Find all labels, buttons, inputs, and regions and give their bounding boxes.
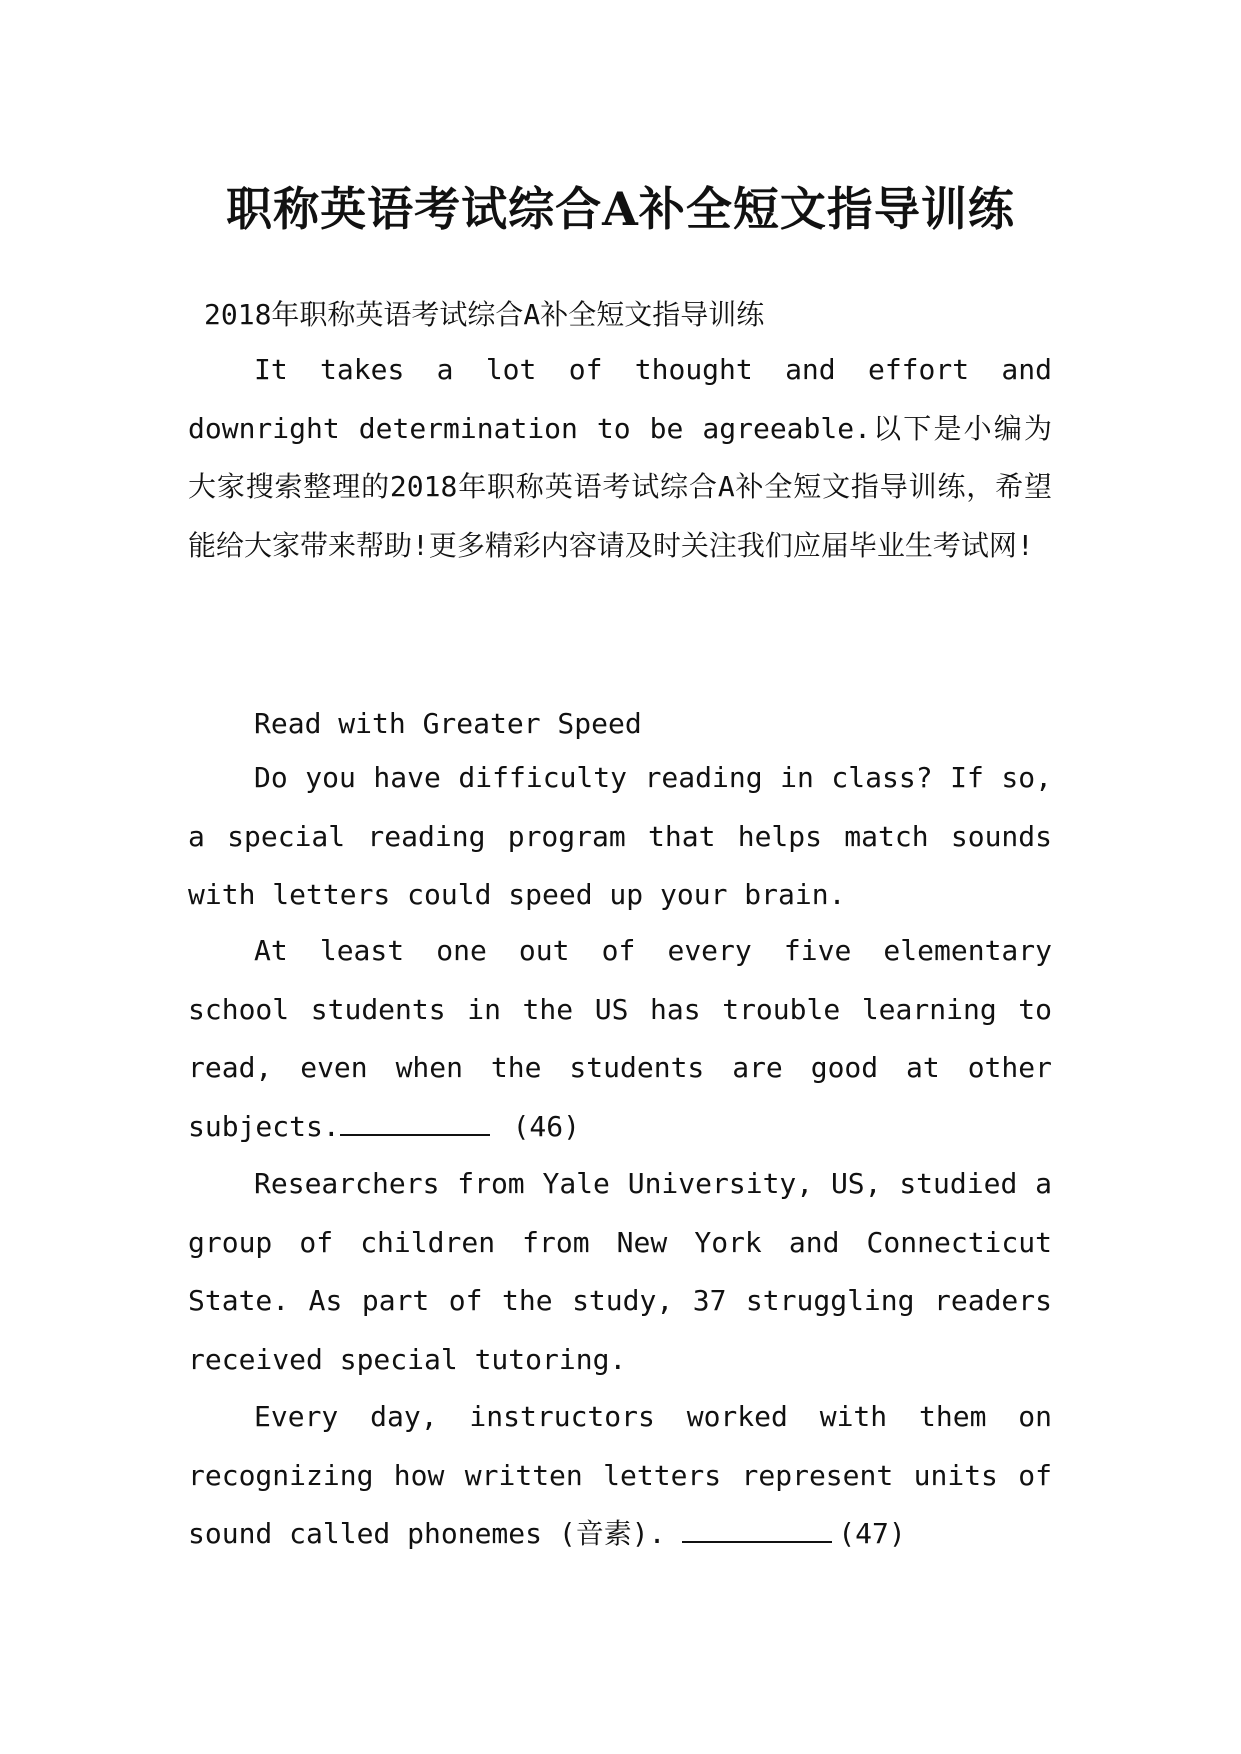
paragraph-2-text: At least one out of every five elementary school students in the US has trouble learning to read, even when the students are good at other subjects. bbox=[188, 934, 1052, 1143]
paragraph-3: Researchers from Yale University, US, studied a group of children from New York and Connecticut State. As part of the study, 37 struggling readers received special tutoring. bbox=[188, 1167, 1052, 1376]
intro-paragraph: It takes a lot of thought and effort and downright determination to be agreeable.以下是小编为大家搜索整理的2018年职称英语考试综合A补全短文指导训练，希望能给大家带来帮助!更多精彩内容请及时关注我们应届毕业生考试网! bbox=[188, 353, 1052, 562]
answer-blank-47 bbox=[682, 1515, 832, 1543]
answer-blank-46 bbox=[340, 1108, 490, 1136]
paragraph-1: Do you have difficulty reading in class? If so, a special reading program that helps match sounds with letters could speed up your brain. bbox=[188, 761, 1052, 911]
blank-label-47: (47) bbox=[838, 1517, 906, 1550]
document-title: 职称英语考试综合A补全短文指导训练 bbox=[226, 181, 1015, 236]
paragraph-4 bbox=[188, 1388, 1052, 1564]
blank-label-46: (46) bbox=[495, 1109, 581, 1143]
passage-title: Read with Greater Speed bbox=[254, 707, 642, 740]
document-subtitle: 2018年职称英语考试综合A补全短文指导训练 bbox=[204, 298, 765, 331]
paragraph-4-text: Every day, instructors worked with them on recognizing how written letters represent units of sound called phonemes (音素). bbox=[188, 1400, 1052, 1550]
paragraph-2 bbox=[188, 922, 1052, 1156]
